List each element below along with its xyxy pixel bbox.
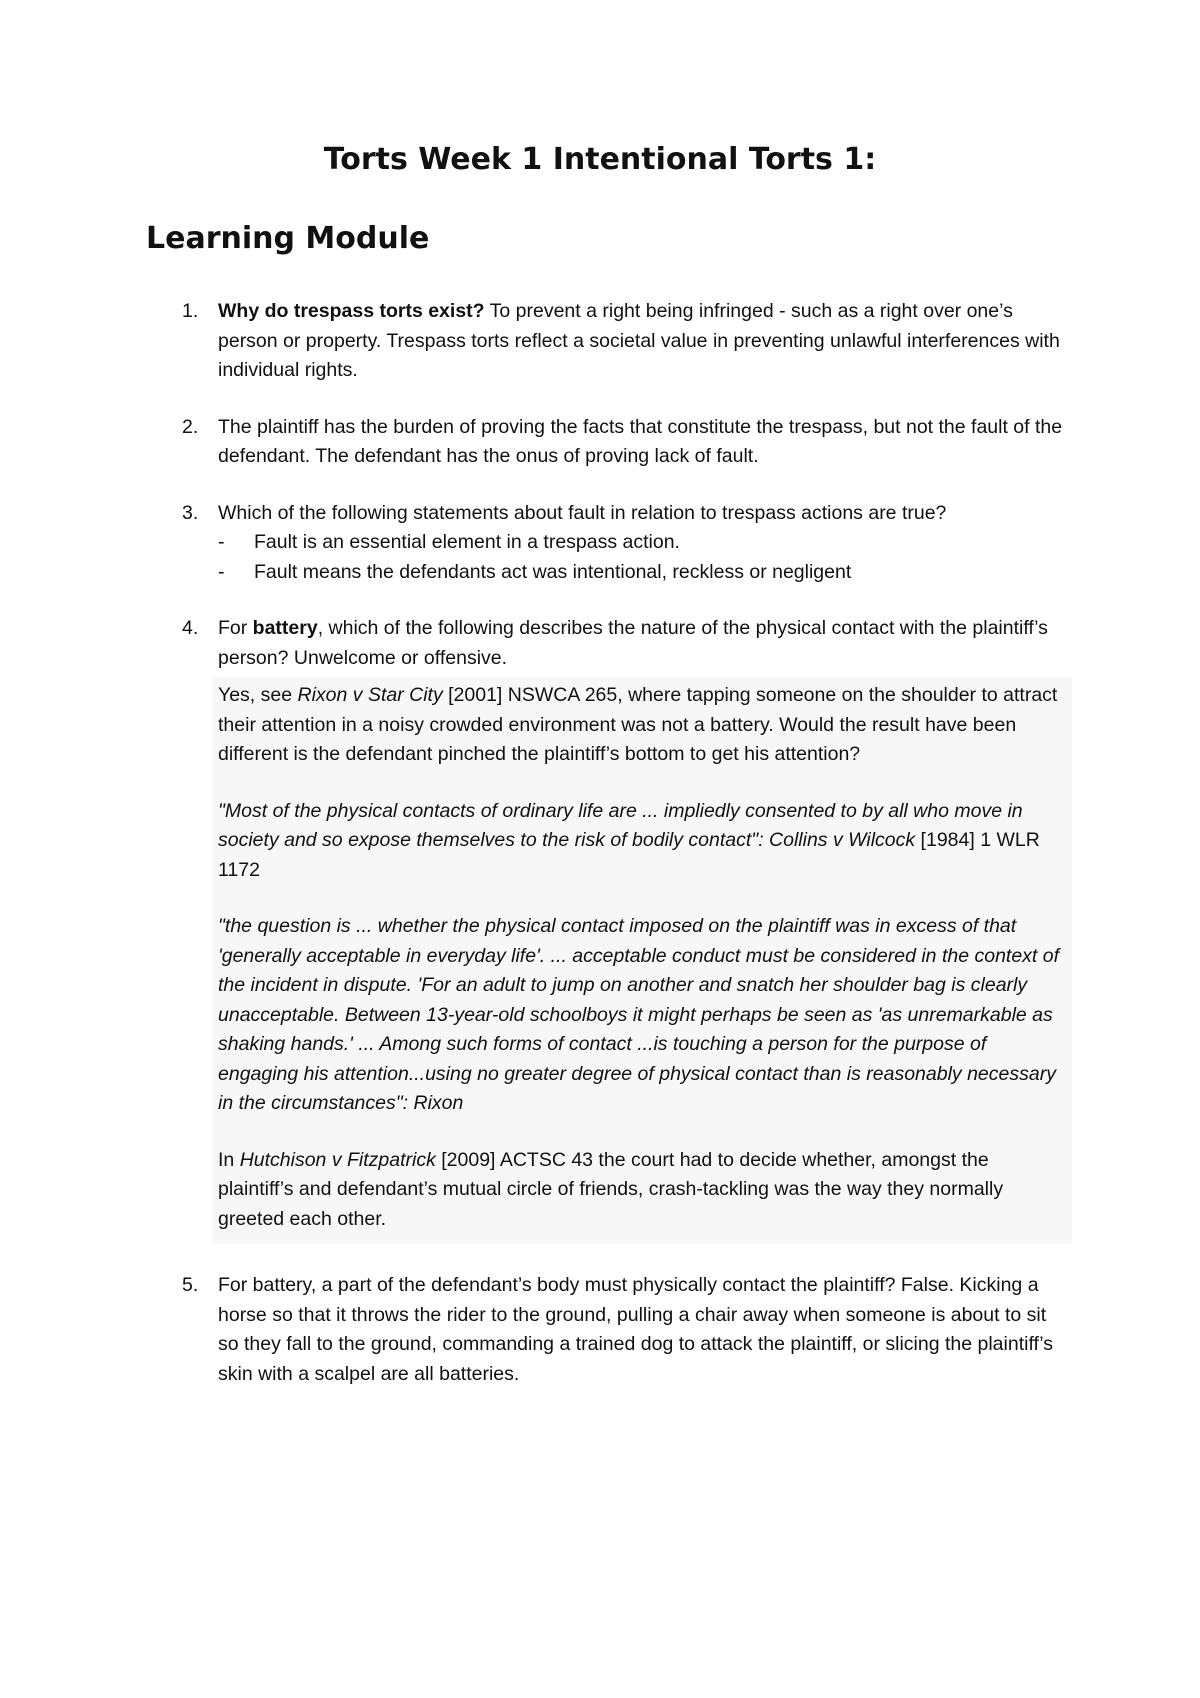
dash-icon: - bbox=[218, 531, 225, 553]
bullet-text: Fault means the defendants act was intentional, reckless or negligent bbox=[254, 560, 852, 583]
note-paragraph bbox=[218, 681, 1066, 770]
note-quote bbox=[218, 912, 1066, 1119]
answer-text: To prevent a right being infringed - such as a right over one’s person or property. Trespass torts reflect a societal value in preventing unlawful interferences with individual rights. bbox=[218, 300, 1060, 381]
case-name: Hutchison v Fitzpatrick bbox=[239, 1148, 436, 1171]
note-text: Yes, see bbox=[218, 684, 298, 706]
bullet-item bbox=[218, 528, 1066, 558]
document-title: Torts Week 1 Intentional Torts 1: bbox=[323, 142, 877, 177]
item-number: 3. bbox=[182, 501, 199, 524]
item-text: The plaintiff has the burden of proving the facts that constitute the trespass, but not the fault of the defendant. The defendant has the onus of proving lack of fault. bbox=[218, 415, 1063, 467]
bullet-text: Fault is an essential element in a trespass action. bbox=[254, 531, 680, 553]
item-number: 2. bbox=[182, 415, 199, 438]
dash-icon: - bbox=[218, 560, 225, 583]
list-item-1 bbox=[146, 297, 1066, 386]
bullet-item bbox=[218, 558, 1066, 588]
item-number: 4. bbox=[182, 617, 199, 639]
quote-text: "the question is ... whether the physical contact imposed on the plaintiff was in excess of that 'generally acceptable in everyday life'. ... acceptable conduct must be considered in the context of the incident in dispute. 'For an adult to jump on another and snatch her shoulder bag is clearly unacceptable. Between 13-year-old schoolboys it might perhaps be seen as 'as unremarkable as shaking hands.' ... Among such forms of contact ...is touching a person for the purpose of engaging his attention...using no greater degree of physical contact than is reasonably necessary in the circumstances": Rixon bbox=[218, 915, 1060, 1114]
item-text: For battery, a part of the defendant’s body must physically contact the plaintiff? False. Kicking a horse so that it throws the rider to the ground, pulling a chair away when someone is about to sit so they fall to the ground, commanding a trained dog to attack the plaintiff, or slicing the plaintiff’s skin with a scalpel are all batteries. bbox=[218, 1274, 1054, 1385]
note-quote bbox=[218, 797, 1066, 886]
list-item-4 bbox=[146, 614, 1066, 1244]
question-list bbox=[146, 297, 1066, 1416]
list-item-2 bbox=[146, 413, 1066, 472]
item-text-pre: For bbox=[218, 617, 253, 639]
note-text: [2001] NSWCA 265, where tapping someone on the shoulder to attract their attention in a noisy crowded environment was not a battery. Would the result have been different is the defendant pinched the plaintiff’s bottom to get his attention? bbox=[218, 684, 1058, 765]
citation-text: [1984] 1 WLR 1172 bbox=[218, 829, 1040, 881]
note-text: [2009] ACTSC 43 the court had to decide whether, amongst the plaintiff’s and defendant’s mutual circle of friends, crash-tackling was the way they normally greeted each other. bbox=[218, 1148, 1004, 1230]
section-heading: Learning Module bbox=[146, 221, 430, 256]
item-text-bold: battery bbox=[252, 617, 318, 639]
item-text-post: , which of the following describes the nature of the physical contact with the plaintiff’s person? Unwelcome or offensive. bbox=[218, 617, 1048, 669]
case-name: Rixon v Star City bbox=[297, 684, 443, 706]
question-text: Why do trespass torts exist? bbox=[218, 300, 485, 322]
note-paragraph bbox=[218, 1146, 1066, 1235]
note-text: In bbox=[218, 1148, 240, 1171]
item-number: 5. bbox=[182, 1274, 199, 1296]
list-item-5 bbox=[146, 1271, 1066, 1389]
item-number: 1. bbox=[182, 300, 199, 322]
quote-text: "Most of the physical contacts of ordinary life are ... impliedly consented to by all who move in society and so expose themselves to the risk of bodily contact": Collins v Wilcock bbox=[218, 799, 1023, 851]
bullet-list bbox=[218, 528, 1066, 587]
list-item-3 bbox=[146, 499, 1066, 588]
note-box bbox=[212, 677, 1072, 1244]
item-text: Which of the following statements about fault in relation to trespass actions are true? bbox=[218, 501, 947, 524]
